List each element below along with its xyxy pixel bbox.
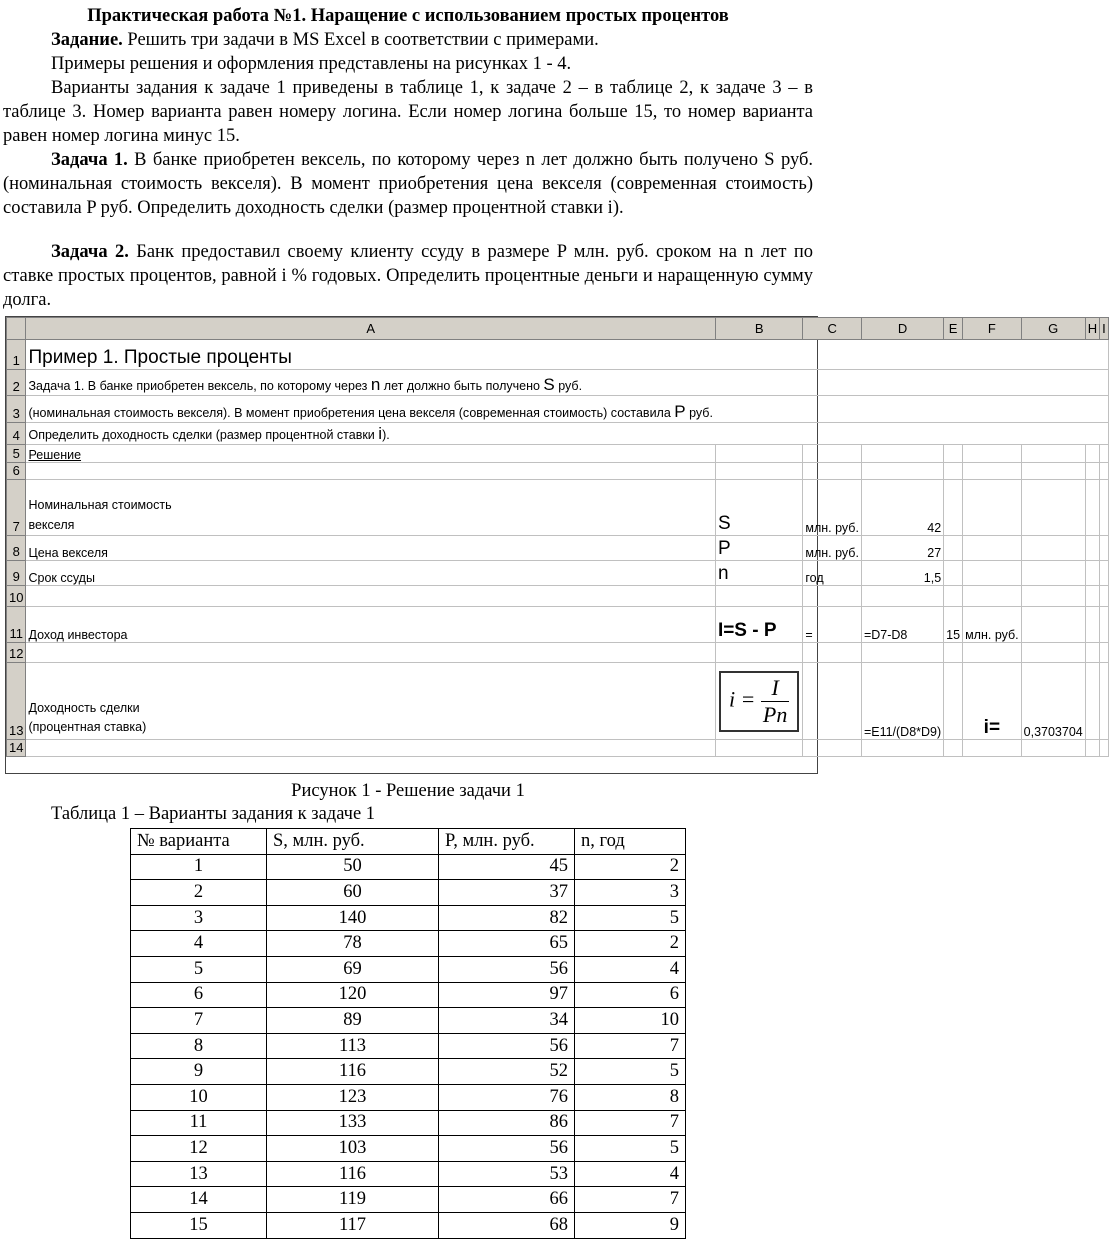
header-variant: № варианта — [131, 829, 267, 855]
cell[interactable] — [944, 663, 963, 740]
cell[interactable] — [944, 740, 963, 757]
p-value-cell: 53 — [439, 1161, 575, 1187]
page-title: Практическая работа №1. Наращение с использованием простых процентов — [87, 6, 729, 26]
price-label-cell[interactable]: Цена векселя — [26, 536, 715, 561]
variant-number-cell: 9 — [131, 1059, 267, 1085]
table-row — [131, 1161, 686, 1187]
rate-symbol-cell[interactable]: i= — [963, 663, 1022, 740]
value-p-cell[interactable]: 27 — [861, 536, 943, 561]
n-value-cell: 10 — [575, 1008, 686, 1034]
var-p: P — [674, 402, 686, 421]
term-label-cell[interactable]: Срок ссуды — [26, 561, 715, 586]
formula-fraction — [761, 675, 789, 728]
p-value-cell: 45 — [439, 854, 575, 880]
s-value-cell: 116 — [267, 1059, 439, 1085]
column-header-g[interactable]: G — [1021, 318, 1085, 340]
p-value-cell: 56 — [439, 956, 575, 982]
variant-number-cell: 13 — [131, 1161, 267, 1187]
s-value-cell: 120 — [267, 982, 439, 1008]
cell[interactable] — [944, 561, 963, 586]
cell[interactable] — [963, 423, 1022, 445]
cell[interactable] — [803, 423, 862, 445]
p-value-cell: 56 — [439, 1033, 575, 1059]
nominal-value-label-cell[interactable] — [26, 480, 715, 536]
cell[interactable] — [963, 586, 1022, 607]
cell[interactable] — [1085, 586, 1099, 607]
variant-number-cell: 10 — [131, 1084, 267, 1110]
cell[interactable] — [1021, 370, 1085, 396]
problem2-text: Банк предоставил своему клиенту ссуду в размере P млн. руб. сроком на n лет по ставке простых процентов, равной i % годовых. Определить процентные деньги и наращенную сумму долга. — [3, 242, 813, 310]
sheet-row — [7, 586, 1109, 607]
cell[interactable] — [1021, 536, 1085, 561]
variant-number-cell: 14 — [131, 1187, 267, 1213]
cell[interactable] — [715, 396, 802, 423]
cell[interactable] — [963, 445, 1022, 463]
p-value-cell: 86 — [439, 1110, 575, 1136]
yield-excel-formula-cell[interactable]: =E11/(D8*D9) — [861, 663, 943, 740]
problem1-paragraph — [3, 148, 813, 220]
variant-number-cell: 8 — [131, 1033, 267, 1059]
var-n: n — [370, 375, 381, 394]
cell[interactable] — [1021, 445, 1085, 463]
cell[interactable] — [861, 445, 943, 463]
variant-number-cell: 15 — [131, 1212, 267, 1238]
cell[interactable] — [715, 423, 802, 445]
n-value-cell: 2 — [575, 854, 686, 880]
cell[interactable] — [1100, 536, 1109, 561]
cell[interactable] — [803, 663, 862, 740]
sheet-row — [7, 396, 1109, 423]
formula-numerator: I — [761, 675, 789, 702]
cell[interactable] — [803, 396, 862, 423]
cell[interactable] — [26, 586, 715, 607]
cell[interactable] — [1021, 480, 1085, 536]
sheet-row — [7, 463, 1109, 480]
column-header-f[interactable]: F — [963, 318, 1022, 340]
cell[interactable] — [1085, 663, 1099, 740]
cell[interactable] — [963, 396, 1022, 423]
spreadsheet-grid — [6, 317, 1109, 757]
cell[interactable] — [861, 586, 943, 607]
cell-text: ). — [382, 428, 390, 442]
s-value-cell: 133 — [267, 1110, 439, 1136]
rate-formula-image — [719, 671, 799, 732]
variants-table — [130, 828, 686, 1239]
n-value-cell: 5 — [575, 905, 686, 931]
cell[interactable] — [715, 370, 802, 396]
unit-cell[interactable]: млн. руб. — [803, 536, 862, 561]
formula-lhs: i = — [728, 686, 756, 712]
excel-screenshot — [5, 316, 1106, 774]
cell[interactable] — [1021, 423, 1085, 445]
n-value-cell: 7 — [575, 1187, 686, 1213]
cell[interactable] — [963, 561, 1022, 586]
cell[interactable] — [944, 445, 963, 463]
p-value-cell: 65 — [439, 931, 575, 957]
variant-number-cell: 7 — [131, 1008, 267, 1034]
examples-text: Примеры решения и оформления представлены на рисунках 1 - 4. — [51, 54, 572, 74]
variant-number-cell: 1 — [131, 854, 267, 880]
table-row — [131, 956, 686, 982]
symbol-p-cell[interactable]: P — [715, 536, 802, 561]
var-s: S — [543, 375, 555, 394]
example-title-cell[interactable]: Пример 1. Простые проценты — [26, 340, 715, 370]
table-row — [131, 982, 686, 1008]
problem-text-cell[interactable] — [26, 423, 715, 445]
column-header-e[interactable]: E — [944, 318, 963, 340]
cell[interactable] — [715, 340, 802, 370]
variant-number-cell: 11 — [131, 1110, 267, 1136]
cell[interactable] — [1085, 480, 1099, 536]
cell[interactable] — [944, 396, 963, 423]
cell[interactable] — [1021, 340, 1085, 370]
variant-number-cell: 6 — [131, 982, 267, 1008]
cell[interactable] — [963, 370, 1022, 396]
n-value-cell: 5 — [575, 1059, 686, 1085]
cell-text: руб. — [554, 379, 583, 393]
yield-label-cell[interactable] — [26, 663, 715, 740]
s-value-cell: 123 — [267, 1084, 439, 1110]
n-value-cell: 9 — [575, 1212, 686, 1238]
table-row — [131, 1008, 686, 1034]
problem-text-cell[interactable] — [26, 396, 715, 423]
formula-denominator: Pn — [762, 701, 788, 727]
cell[interactable] — [1085, 607, 1099, 643]
row-header[interactable]: 6 — [7, 463, 26, 480]
variant-number-cell: 5 — [131, 956, 267, 982]
row-header[interactable]: 10 — [7, 586, 26, 607]
sheet-row — [7, 740, 1109, 757]
table-row — [131, 931, 686, 957]
table-row — [131, 1084, 686, 1110]
cell[interactable] — [1021, 607, 1085, 643]
cell[interactable] — [26, 643, 715, 663]
cell[interactable] — [1021, 396, 1085, 423]
row-header[interactable]: 12 — [7, 643, 26, 663]
income-formula-cell[interactable]: I=S - P — [715, 607, 802, 643]
problem1-label: Задача 1. — [51, 150, 128, 170]
sheet-row — [7, 536, 1109, 561]
unit-cell[interactable]: млн. руб. — [803, 480, 862, 536]
table-row — [131, 854, 686, 880]
symbol-s-cell[interactable]: S — [715, 480, 802, 536]
row-header[interactable]: 9 — [7, 561, 26, 586]
problem-text-cell[interactable] — [26, 370, 715, 396]
s-value-cell: 69 — [267, 956, 439, 982]
s-value-cell: 78 — [267, 931, 439, 957]
variants-table-body — [131, 854, 686, 1238]
cell[interactable] — [1100, 480, 1109, 536]
cell-text: (процентная ставка) — [28, 720, 147, 734]
column-header-c[interactable]: C — [803, 318, 862, 340]
p-value-cell: 82 — [439, 905, 575, 931]
cell[interactable] — [944, 463, 963, 480]
cell[interactable] — [1021, 463, 1085, 480]
cell[interactable] — [715, 445, 802, 463]
n-value-cell: 6 — [575, 982, 686, 1008]
sheet-row — [7, 445, 1109, 463]
cell[interactable] — [1100, 370, 1109, 396]
sheet-row — [7, 663, 1109, 740]
cell[interactable] — [1021, 643, 1085, 663]
n-value-cell: 4 — [575, 1161, 686, 1187]
cell[interactable] — [944, 586, 963, 607]
n-value-cell: 5 — [575, 1136, 686, 1162]
sheet-row — [7, 340, 1109, 370]
sheet-row — [7, 561, 1109, 586]
cell[interactable] — [803, 586, 862, 607]
column-header-h[interactable]: H — [1085, 318, 1099, 340]
problem2-label: Задача 2. — [51, 242, 129, 262]
cell[interactable] — [803, 370, 862, 396]
variant-number-cell: 3 — [131, 905, 267, 931]
problem1-text: В банке приобретен вексель, по которому через n лет должно быть получено S руб. (номинальная стоимость векселя). В момент приобретения цена векселя (современная стоимость) составила P руб. Определить доходность сделки (размер процентной ставки i). — [3, 150, 813, 218]
row-header[interactable]: 11 — [7, 607, 26, 643]
cell[interactable] — [861, 396, 943, 423]
cell[interactable] — [26, 740, 715, 757]
cell[interactable] — [1021, 740, 1085, 757]
header-p: P, млн. руб. — [439, 829, 575, 855]
cell-text: руб. — [685, 406, 713, 420]
cell[interactable] — [803, 740, 862, 757]
cell[interactable] — [1100, 643, 1109, 663]
var-i: i — [378, 424, 383, 443]
table-row — [131, 1187, 686, 1213]
p-value-cell: 68 — [439, 1212, 575, 1238]
cell[interactable] — [861, 463, 943, 480]
task-label: Задание. — [51, 30, 123, 50]
task-text: Решить три задачи в MS Excel в соответствии с примерами. — [122, 30, 599, 50]
row-header[interactable]: 13 — [7, 663, 26, 740]
table-caption: Таблица 1 – Варианты задания к задаче 1 — [51, 804, 376, 824]
header-s: S, млн. руб. — [267, 829, 439, 855]
sheet-row — [7, 423, 1109, 445]
cell-text: Номинальная стоимость — [28, 498, 172, 512]
cell[interactable] — [803, 445, 862, 463]
cell[interactable] — [1100, 607, 1109, 643]
cell[interactable] — [1100, 740, 1109, 757]
column-header-a[interactable]: A — [26, 318, 715, 340]
table-row — [131, 1212, 686, 1238]
s-value-cell: 116 — [267, 1161, 439, 1187]
s-value-cell: 60 — [267, 880, 439, 906]
cell[interactable] — [1085, 340, 1099, 370]
income-excel-formula-cell[interactable]: =D7-D8 — [861, 607, 943, 643]
cell[interactable] — [803, 340, 862, 370]
table-row — [131, 1110, 686, 1136]
column-header-d[interactable]: D — [861, 318, 943, 340]
p-value-cell: 97 — [439, 982, 575, 1008]
cell[interactable] — [944, 370, 963, 396]
header-n: n, год — [575, 829, 686, 855]
p-value-cell: 56 — [439, 1136, 575, 1162]
p-value-cell: 34 — [439, 1008, 575, 1034]
p-value-cell: 66 — [439, 1187, 575, 1213]
cell[interactable] — [1085, 643, 1099, 663]
n-value-cell: 3 — [575, 880, 686, 906]
variant-number-cell: 12 — [131, 1136, 267, 1162]
s-value-cell: 117 — [267, 1212, 439, 1238]
examples-paragraph — [3, 52, 813, 76]
cell[interactable] — [1100, 663, 1109, 740]
cell[interactable] — [803, 463, 862, 480]
sheet-row — [7, 480, 1109, 536]
cell[interactable] — [715, 586, 802, 607]
cell[interactable] — [861, 370, 943, 396]
cell[interactable] — [944, 480, 963, 536]
sheet-row — [7, 607, 1109, 643]
n-value-cell: 7 — [575, 1110, 686, 1136]
task-paragraph — [3, 28, 813, 52]
cell[interactable] — [963, 643, 1022, 663]
cell[interactable] — [1085, 423, 1099, 445]
cell[interactable] — [861, 740, 943, 757]
cell[interactable] — [1085, 396, 1099, 423]
variants-text: Варианты задания к задаче 1 приведены в таблице 1, к задаче 2 – в таблице 2, к задаче 3 – в таблице 3. Номер варианта равен номеру логина. Если номер логина больше 15, то номер варианта равен номер логина минус 15. — [3, 78, 813, 146]
value-s-cell[interactable]: 42 — [861, 480, 943, 536]
cell[interactable] — [1100, 445, 1109, 463]
variant-number-cell: 4 — [131, 931, 267, 957]
row-header[interactable]: 7 — [7, 480, 26, 536]
table-row — [131, 1136, 686, 1162]
cell[interactable] — [715, 463, 802, 480]
cell-text: Определить доходность сделки (размер процентной ставки — [28, 428, 379, 442]
cell[interactable] — [963, 536, 1022, 561]
unit-cell[interactable]: млн. руб. — [963, 607, 1022, 643]
cell[interactable] — [26, 463, 715, 480]
cell[interactable] — [1085, 536, 1099, 561]
s-value-cell: 50 — [267, 854, 439, 880]
row-header[interactable]: 14 — [7, 740, 26, 757]
p-value-cell: 52 — [439, 1059, 575, 1085]
cell[interactable] — [1085, 445, 1099, 463]
cell[interactable] — [803, 643, 862, 663]
select-all-corner[interactable] — [7, 318, 26, 340]
cell[interactable] — [963, 480, 1022, 536]
income-label-cell[interactable]: Доход инвестора — [26, 607, 715, 643]
row-header[interactable]: 4 — [7, 423, 26, 445]
rate-value-cell[interactable]: 0,3703704 — [1021, 663, 1085, 740]
solution-heading-cell[interactable]: Решение — [26, 445, 715, 463]
n-value-cell: 4 — [575, 956, 686, 982]
variants-header-row — [131, 829, 686, 855]
cell[interactable] — [1021, 586, 1085, 607]
cell[interactable] — [1085, 561, 1099, 586]
value-n-cell[interactable]: 1,5 — [861, 561, 943, 586]
column-header-i[interactable]: I — [1100, 318, 1109, 340]
cell[interactable] — [963, 740, 1022, 757]
table-row — [131, 1033, 686, 1059]
row-header[interactable]: 2 — [7, 370, 26, 396]
cell[interactable] — [715, 643, 802, 663]
row-header[interactable]: 1 — [7, 340, 26, 370]
n-value-cell: 8 — [575, 1084, 686, 1110]
table-row — [131, 1059, 686, 1085]
n-value-cell: 2 — [575, 931, 686, 957]
cell[interactable] — [1100, 396, 1109, 423]
s-value-cell: 103 — [267, 1136, 439, 1162]
variant-number-cell: 2 — [131, 880, 267, 906]
p-value-cell: 37 — [439, 880, 575, 906]
table-row — [131, 880, 686, 906]
cell[interactable] — [861, 643, 943, 663]
cell[interactable] — [944, 536, 963, 561]
cell[interactable] — [944, 643, 963, 663]
symbol-n-cell[interactable]: n — [715, 561, 802, 586]
rate-formula-cell[interactable] — [715, 663, 802, 740]
s-value-cell: 140 — [267, 905, 439, 931]
cell[interactable] — [963, 340, 1022, 370]
cell[interactable] — [861, 340, 943, 370]
cell[interactable] — [1100, 463, 1109, 480]
cell-text: лет должно быть получено — [380, 379, 544, 393]
cell[interactable] — [715, 740, 802, 757]
cell-text: Задача 1. В банке приобретен вексель, по которому через — [28, 379, 371, 393]
figure-caption: Рисунок 1 - Решение задачи 1 — [291, 781, 525, 801]
n-value-cell: 7 — [575, 1033, 686, 1059]
sheet-row — [7, 643, 1109, 663]
cell[interactable] — [944, 423, 963, 445]
cell[interactable] — [861, 423, 943, 445]
cell[interactable] — [1085, 463, 1099, 480]
problem2-paragraph — [3, 240, 813, 312]
variants-paragraph — [3, 76, 813, 148]
unit-cell[interactable]: год — [803, 561, 862, 586]
cell[interactable] — [1085, 740, 1099, 757]
cell[interactable] — [1100, 423, 1109, 445]
income-value-cell[interactable]: 15 — [944, 607, 963, 643]
cell[interactable] — [1100, 586, 1109, 607]
s-value-cell: 119 — [267, 1187, 439, 1213]
cell-text: векселя — [28, 518, 75, 532]
s-value-cell: 113 — [267, 1033, 439, 1059]
cell-text: Доходность сделки — [28, 701, 140, 715]
column-header-row — [7, 318, 1109, 340]
sheet-row — [7, 370, 1109, 396]
table-row — [131, 905, 686, 931]
equals-cell[interactable]: = — [803, 607, 862, 643]
row-header[interactable]: 5 — [7, 445, 26, 463]
s-value-cell: 89 — [267, 1008, 439, 1034]
row-header[interactable]: 8 — [7, 536, 26, 561]
cell[interactable] — [1100, 340, 1109, 370]
column-header-b[interactable]: B — [715, 318, 802, 340]
cell[interactable] — [1085, 370, 1099, 396]
cell[interactable] — [944, 340, 963, 370]
p-value-cell: 76 — [439, 1084, 575, 1110]
cell[interactable] — [963, 463, 1022, 480]
cell[interactable] — [1100, 561, 1109, 586]
cell[interactable] — [1021, 561, 1085, 586]
cell-text: (номинальная стоимость векселя). В момент приобретения цена векселя (современная стоимость) составила — [28, 406, 675, 420]
row-header[interactable]: 3 — [7, 396, 26, 423]
